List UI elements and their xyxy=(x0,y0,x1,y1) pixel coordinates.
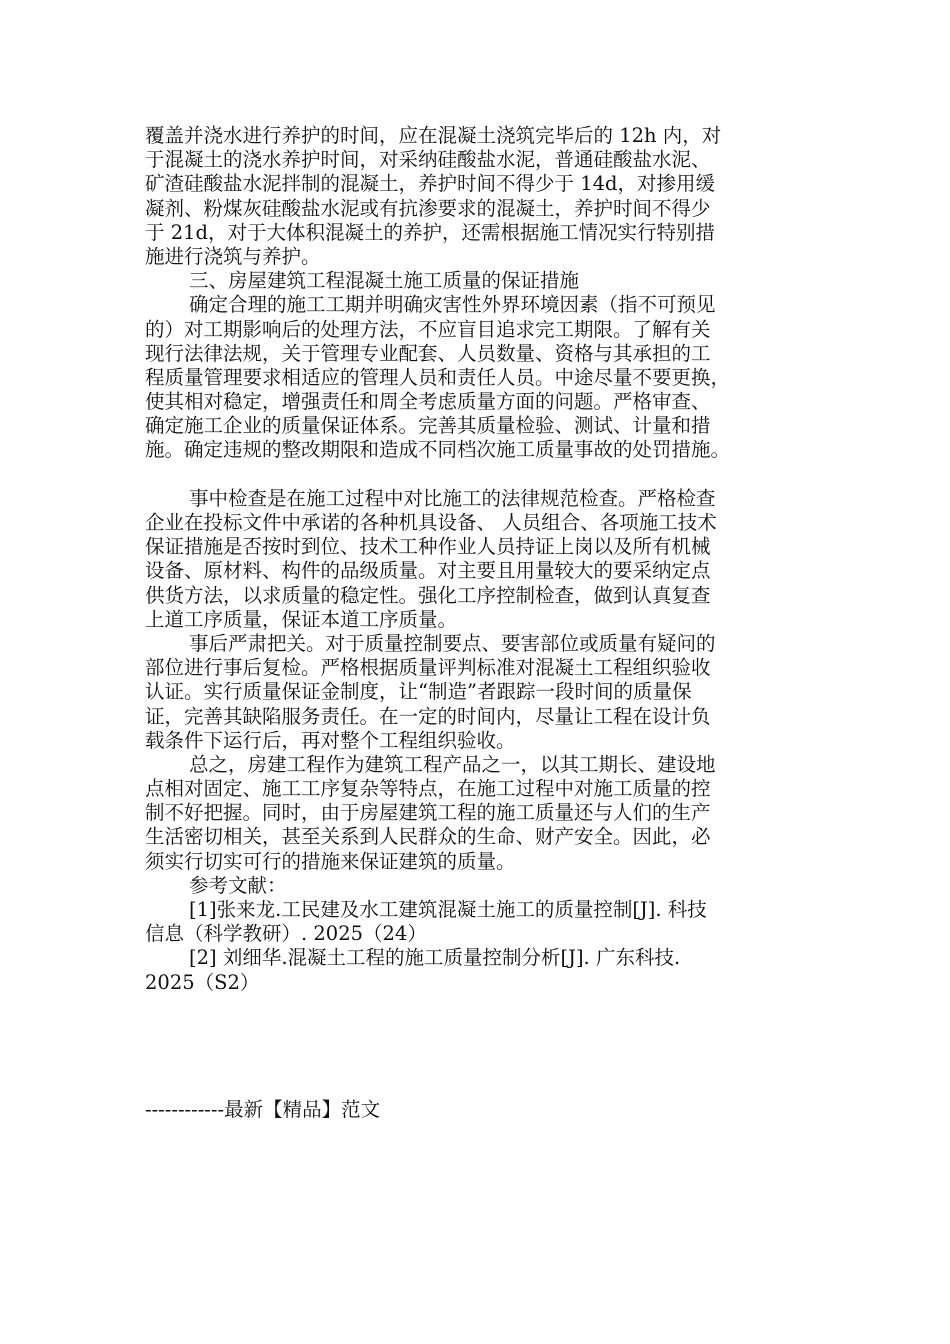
text-line: 的）对工期影响后的处理方法，不应盲目追求完工期限。了解有关 xyxy=(145,317,711,341)
references-heading: 参考文献： xyxy=(189,873,287,897)
text-line: 认证。实行质量保证金制度，让“制造”者跟踪一段时间的质量保 xyxy=(145,680,692,704)
text-line: 施。确定违规的整改期限和造成不同档次施工质量事故的处罚措施。 xyxy=(145,438,731,462)
text-line: 生活密切相关，甚至关系到人民群众的生命、财产安全。因此，必 xyxy=(145,825,711,849)
reference-item: 信息（科学教研）. 2025（24） xyxy=(145,922,427,946)
section-heading: 三、房屋建筑工程混凝土施工质量的保证措施 xyxy=(189,269,580,293)
text-line: 确定合理的施工工期并明确灾害性外界环境因素（指不可预见 xyxy=(189,293,716,317)
text-line: 总之，房建工程作为建筑工程产品之一，以其工期长、建设地 xyxy=(189,752,716,776)
text-line: 程质量管理要求相适应的管理人员和责任人员。中途尽量不要更换， xyxy=(145,365,731,389)
blank-line xyxy=(145,463,810,487)
text-line: 点相对固定、施工工序复杂等特点，在施工过程中对施工质量的控 xyxy=(145,777,711,801)
text-line: 供货方法，以求质量的稳定性。强化工序控制检查，做到认真复查 xyxy=(145,583,711,607)
reference-item: [1]张来龙.工民建及水工建筑混凝土施工的质量控制[J]. 科技 xyxy=(189,898,707,921)
text-line: 使其相对稳定，增强责任和周全考虑质量方面的问题。严格审查、 xyxy=(145,390,711,414)
text-line: 于混凝土的浇水养护时间，对采纳硅酸盐水泥，普通硅酸盐水泥、 xyxy=(145,148,711,172)
text-line: 确定施工企业的质量保证体系。完善其质量检验、测试、计量和措 xyxy=(145,414,711,438)
reference-item: [2] 刘细华.混凝土工程的施工质量控制分析[J]. 广东科技. xyxy=(189,946,681,970)
text-line: 须实行切实可行的措施来保证建筑的质量。 xyxy=(145,849,516,873)
text-line: 证，完善其缺陷服务责任。在一定的时间内，尽量让工程在设计负 xyxy=(145,704,711,728)
footer-banner: ------------最新【精品】范文 xyxy=(145,1098,381,1121)
text-line: 事后严肃把关。对于质量控制要点、要害部位或质量有疑问的 xyxy=(189,631,716,655)
document-body xyxy=(145,124,810,995)
text-line: 矿渣硅酸盐水泥拌制的混凝土，养护时间不得少于 14d，对掺用缓 xyxy=(145,172,715,196)
text-line: 企业在投标文件中承诺的各种机具设备、 人员组合、各项施工技术 xyxy=(145,511,717,534)
text-line: 制不好把握。同时，由于房屋建筑工程的施工质量还与人们的生产 xyxy=(145,801,711,825)
text-line: 覆盖并浇水进行养护的时间，应在混凝土浇筑完毕后的 12h 内，对 xyxy=(145,124,722,147)
reference-item: 2025（S2） xyxy=(145,970,260,994)
text-line: 保证措施是否按时到位、技术工种作业人员持证上岗以及所有机械 xyxy=(145,535,711,559)
text-line: 施进行浇筑与养护。 xyxy=(145,244,321,268)
text-line: 于 21d，对于大体积混凝土的养护，还需根据施工情况实行特别措 xyxy=(145,220,715,244)
text-line: 事中检查是在施工过程中对比施工的法律规范检查。严格检查 xyxy=(189,486,716,510)
text-line: 凝剂、粉煤灰硅酸盐水泥或有抗渗要求的混凝土，养护时间不得少 xyxy=(145,196,711,220)
text-line: 部位进行事后复检。严格根据质量评判标准对混凝土工程组织验收 xyxy=(145,656,711,680)
text-line: 设备、原材料、构件的品级质量。对主要且用量较大的要采纳定点 xyxy=(145,559,711,583)
text-line: 上道工序质量，保证本道工序质量。 xyxy=(145,607,458,631)
text-line: 现行法律法规，关于管理专业配套、人员数量、资格与其承担的工 xyxy=(145,341,711,365)
text-line: 载条件下运行后，再对整个工程组织验收。 xyxy=(145,728,516,752)
